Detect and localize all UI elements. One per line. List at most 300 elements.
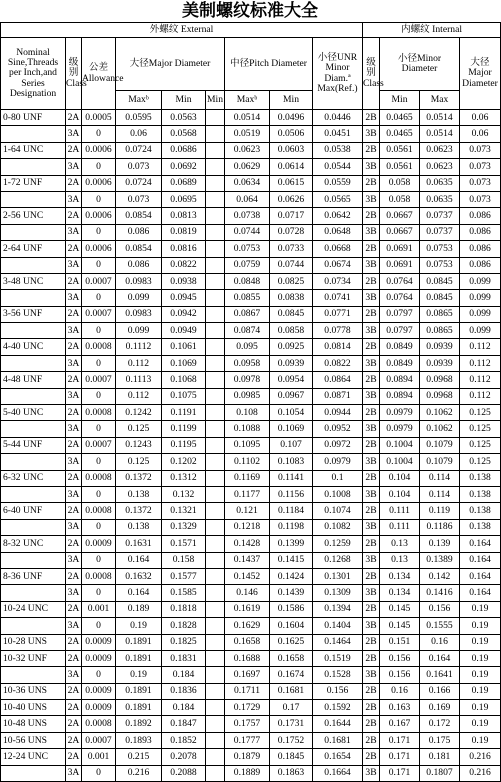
cell-int-min-max: 0.0737 [420,224,460,240]
cell-int-min-max: 0.1389 [420,552,460,568]
cell-int-maj: 0.19 [460,683,501,699]
cell-int-min-min: 0.13 [380,552,420,568]
cell-int-class: 3B [363,552,380,568]
cell-int-min-max: 0.172 [420,716,460,732]
cell-int-class: 2B [363,503,380,519]
cell-maj-min: 0.0822 [162,257,206,273]
cell-maj-max: 0.086 [116,224,162,240]
cell-pd-min: 0.0496 [270,110,313,126]
cell-allowance: 0 [82,765,116,781]
cell-ext-class: 2A [66,683,82,699]
cell-int-min-max: 0.0939 [420,355,460,371]
cell-pd-max: 0.0738 [225,208,270,224]
table-row [1,749,501,765]
cell-int-maj: 0.112 [460,372,501,388]
cell-unr: 0.0814 [313,339,363,355]
cell-int-class: 3B [363,454,380,470]
cell-maj-max: 0.1632 [116,568,162,584]
cell-int-min-max: 0.16 [420,634,460,650]
cell-maj-min: 0.1847 [162,716,206,732]
cell-int-maj: 0.086 [460,241,501,257]
cell-pd-min: 0.1439 [270,585,313,601]
cell-pd-max: 0.0978 [225,372,270,388]
cell-maj-min2 [206,191,225,207]
cell-designation [1,552,66,568]
minor-diameter-int-header: 小径Minor Diameter [380,38,460,91]
cell-unr: 0.0446 [313,110,363,126]
cell-unr: 0.1644 [313,716,363,732]
cell-pd-min: 0.1731 [270,716,313,732]
cell-ext-class: 2A [66,241,82,257]
cell-pd-max: 0.1169 [225,470,270,486]
cell-maj-min: 0.1852 [162,732,206,748]
cell-int-maj: 0.06 [460,126,501,142]
cell-ext-class: 3A [66,519,82,535]
cell-designation: 1-72 UNF [1,175,66,191]
table-row [1,191,501,207]
table-row [1,470,501,486]
cell-ext-class: 3A [66,257,82,273]
cell-maj-max: 0.0854 [116,241,162,257]
cell-designation: 10-36 UNS [1,683,66,699]
cell-ext-class: 2A [66,732,82,748]
cell-int-min-max: 0.142 [420,568,460,584]
table-row [1,126,501,142]
cell-maj-min: 0.0942 [162,306,206,322]
cell-pd-max: 0.0629 [225,159,270,175]
cell-int-maj: 0.112 [460,339,501,355]
cell-ext-class: 2A [66,536,82,552]
cell-allowance: 0 [82,126,116,142]
cell-maj-max: 0.1891 [116,650,162,666]
cell-allowance: 0 [82,585,116,601]
cell-pd-min: 0.0744 [270,257,313,273]
cell-int-min-max: 0.0635 [420,191,460,207]
table-row [1,241,501,257]
cell-maj-min2 [206,519,225,535]
cell-allowance: 0.0008 [82,503,116,519]
cell-designation [1,257,66,273]
cell-pd-min: 0.1424 [270,568,313,584]
cell-designation: 4-40 UNC [1,339,66,355]
cell-designation: 2-64 UNF [1,241,66,257]
cell-ext-class: 2A [66,372,82,388]
cell-pd-min: 0.0858 [270,323,313,339]
cell-designation: 2-56 UNC [1,208,66,224]
table-row [1,388,501,404]
cell-designation: 10-56 UNS [1,732,66,748]
cell-int-min-min: 0.0465 [380,126,420,142]
cell-pd-min: 0.1625 [270,634,313,650]
cell-int-min-min: 0.104 [380,486,420,502]
cell-unr: 0.156 [313,683,363,699]
cell-int-maj: 0.138 [460,470,501,486]
cell-pd-min: 0.0615 [270,175,313,191]
table-row [1,618,501,634]
cell-int-class: 2B [363,568,380,584]
cell-maj-min: 0.1825 [162,634,206,650]
cell-allowance: 0.001 [82,749,116,765]
cell-pd-min: 0.0626 [270,191,313,207]
cell-maj-min2 [206,503,225,519]
cell-allowance: 0.001 [82,601,116,617]
cell-pd-max: 0.0867 [225,306,270,322]
cell-int-min-max: 0.1555 [420,618,460,634]
page-title: 美制螺纹标准大全 [182,1,318,20]
cell-int-maj: 0.19 [460,667,501,683]
cell-allowance: 0.0007 [82,306,116,322]
cell-int-min-min: 0.156 [380,667,420,683]
cell-int-min-min: 0.145 [380,618,420,634]
cell-int-min-min: 0.0797 [380,306,420,322]
cell-unr: 0.1681 [313,732,363,748]
cell-unr: 0.0734 [313,273,363,289]
cell-maj-min: 0.0692 [162,159,206,175]
cell-unr: 0.0771 [313,306,363,322]
cell-int-maj: 0.164 [460,552,501,568]
cell-unr: 0.0741 [313,290,363,306]
cell-maj-min2 [206,175,225,191]
cell-pd-max: 0.1879 [225,749,270,765]
cell-pd-max: 0.0753 [225,241,270,257]
cell-pd-max: 0.0759 [225,257,270,273]
cell-allowance: 0.0009 [82,650,116,666]
cell-unr: 0.0451 [313,126,363,142]
table-row [1,585,501,601]
cell-pd-max: 0.0874 [225,323,270,339]
cell-allowance: 0 [82,290,116,306]
cell-pd-max: 0.0848 [225,273,270,289]
cell-int-class: 2B [363,241,380,257]
cell-maj-min2 [206,552,225,568]
cell-pd-max: 0.1452 [225,568,270,584]
cell-unr: 0.1464 [313,634,363,650]
cell-unr: 0.1664 [313,765,363,781]
table-row [1,290,501,306]
cell-maj-min: 0.1818 [162,601,206,617]
cell-int-maj: 0.099 [460,273,501,289]
cell-unr: 0.0648 [313,224,363,240]
cell-maj-max: 0.1242 [116,405,162,421]
table-row [1,339,501,355]
cell-int-class: 3B [363,290,380,306]
cell-ext-class: 2A [66,503,82,519]
cell-maj-min2 [206,765,225,781]
cell-int-maj: 0.099 [460,306,501,322]
cell-int-min-min: 0.0667 [380,224,420,240]
cell-int-min-max: 0.0865 [420,306,460,322]
cell-int-min-min: 0.0849 [380,339,420,355]
table-row [1,454,501,470]
cell-allowance: 0.0008 [82,339,116,355]
cell-maj-min: 0.0689 [162,175,206,191]
table-row [1,175,501,191]
cell-int-min-max: 0.114 [420,486,460,502]
cell-designation [1,191,66,207]
cell-maj-min: 0.1836 [162,683,206,699]
cell-unr: 0.1074 [313,503,363,519]
cell-pd-min: 0.0939 [270,355,313,371]
cell-designation: 5-44 UNF [1,437,66,453]
cell-int-class: 2B [363,470,380,486]
cell-maj-min: 0.184 [162,700,206,716]
cell-int-min-min: 0.16 [380,683,420,699]
cell-allowance: 0.0007 [82,372,116,388]
cell-designation: 6-40 UNF [1,503,66,519]
cell-unr: 0.1008 [313,486,363,502]
cell-allowance: 0 [82,257,116,273]
cell-maj-max: 0.164 [116,552,162,568]
cell-designation [1,618,66,634]
cell-unr: 0.1592 [313,700,363,716]
cell-maj-min2 [206,224,225,240]
cell-pd-min: 0.0728 [270,224,313,240]
cell-maj-min: 0.1069 [162,355,206,371]
cell-ext-class: 3A [66,454,82,470]
cell-pd-min: 0.1069 [270,421,313,437]
cell-pd-max: 0.1697 [225,667,270,683]
cell-allowance: 0.0009 [82,536,116,552]
cell-maj-min2 [206,159,225,175]
cell-maj-min2 [206,634,225,650]
cell-maj-min2 [206,126,225,142]
cell-allowance: 0 [82,618,116,634]
cell-designation [1,355,66,371]
cell-maj-min2 [206,700,225,716]
cell-int-min-min: 0.0561 [380,159,420,175]
cell-int-min-max: 0.166 [420,683,460,699]
cell-int-min-max: 0.1062 [420,405,460,421]
cell-allowance: 0.0008 [82,470,116,486]
cell-int-min-max: 0.0737 [420,208,460,224]
cell-allowance: 0.0009 [82,683,116,699]
cell-maj-min: 0.1199 [162,421,206,437]
cell-unr: 0.1082 [313,519,363,535]
cell-int-min-max: 0.139 [420,536,460,552]
cell-pd-min: 0.107 [270,437,313,453]
cell-int-maj: 0.073 [460,191,501,207]
cell-designation: 4-48 UNF [1,372,66,388]
cell-int-maj: 0.099 [460,323,501,339]
cell-maj-min2 [206,585,225,601]
cell-unr: 0.1268 [313,552,363,568]
cell-int-maj: 0.138 [460,519,501,535]
cell-maj-min2 [206,405,225,421]
cell-pd-max: 0.1757 [225,716,270,732]
cell-pd-max: 0.1177 [225,486,270,502]
cell-maj-max: 0.1892 [116,716,162,732]
cell-ext-class: 2A [66,110,82,126]
cell-ext-class: 2A [66,716,82,732]
cell-int-min-max: 0.0753 [420,241,460,257]
cell-pd-max: 0.1088 [225,421,270,437]
cell-int-maj: 0.099 [460,290,501,306]
cell-int-min-max: 0.0968 [420,372,460,388]
cell-int-min-min: 0.171 [380,732,420,748]
cell-pd-max: 0.064 [225,191,270,207]
cell-maj-min: 0.158 [162,552,206,568]
cell-int-class: 3B [363,257,380,273]
cell-pd-min: 0.0614 [270,159,313,175]
cell-int-min-max: 0.164 [420,650,460,666]
cell-ext-class: 2A [66,601,82,617]
cell-int-min-min: 0.0849 [380,355,420,371]
cell-allowance: 0 [82,323,116,339]
internal-header: 内螺纹 Internal [363,23,501,38]
cell-ext-class: 2A [66,650,82,666]
cell-maj-min: 0.1061 [162,339,206,355]
cell-int-maj: 0.164 [460,568,501,584]
cell-maj-min: 0.0949 [162,323,206,339]
cell-int-class: 3B [363,585,380,601]
table-row [1,765,501,781]
cell-int-min-max: 0.0623 [420,142,460,158]
cell-maj-min: 0.2078 [162,749,206,765]
cell-maj-max: 0.1243 [116,437,162,453]
cell-designation: 3-48 UNC [1,273,66,289]
table-row [1,159,501,175]
cell-pd-max: 0.1629 [225,618,270,634]
cell-maj-min2 [206,388,225,404]
cell-maj-min2 [206,273,225,289]
cell-int-class: 2B [363,749,380,765]
cell-int-class: 2B [363,142,380,158]
cell-int-min-max: 0.1062 [420,421,460,437]
cell-maj-min2 [206,208,225,224]
cell-designation [1,224,66,240]
cell-int-class: 2B [363,339,380,355]
cell-pd-min: 0.0838 [270,290,313,306]
cell-maj-max: 0.216 [116,765,162,781]
cell-maj-max: 0.112 [116,355,162,371]
cell-allowance: 0 [82,486,116,502]
table-row [1,372,501,388]
cell-maj-max: 0.1891 [116,700,162,716]
cell-maj-min: 0.1571 [162,536,206,552]
cell-maj-max: 0.19 [116,618,162,634]
cell-designation: 10-40 UNS [1,700,66,716]
cell-unr: 0.0668 [313,241,363,257]
cell-pd-min: 0.0954 [270,372,313,388]
cell-int-class: 3B [363,421,380,437]
cell-pd-max: 0.121 [225,503,270,519]
cell-allowance: 0 [82,519,116,535]
cell-pd-max: 0.0855 [225,290,270,306]
cell-ext-class: 2A [66,339,82,355]
cell-ext-class: 3A [66,191,82,207]
cell-int-min-min: 0.1004 [380,437,420,453]
cell-designation: 10-24 UNC [1,601,66,617]
cell-pd-min: 0.0603 [270,142,313,158]
cell-maj-min: 0.1577 [162,568,206,584]
cell-maj-min: 0.0563 [162,110,206,126]
cell-ext-class: 2A [66,568,82,584]
cell-int-maj: 0.06 [460,110,501,126]
cell-int-maj: 0.19 [460,700,501,716]
table-row [1,634,501,650]
cell-maj-min: 0.2088 [162,765,206,781]
cell-int-maj: 0.073 [460,175,501,191]
cell-unr: 0.1394 [313,601,363,617]
cell-maj-min: 0.1329 [162,519,206,535]
cell-maj-min: 0.0819 [162,224,206,240]
cell-allowance: 0.0006 [82,175,116,191]
cell-pd-max: 0.0958 [225,355,270,371]
major-diameter-int-header: 大径 Major Diameter [460,38,501,110]
cell-allowance: 0.0008 [82,716,116,732]
cell-pd-max: 0.0985 [225,388,270,404]
cell-maj-max: 0.06 [116,126,162,142]
cell-maj-max: 0.1893 [116,732,162,748]
cell-int-min-min: 0.0797 [380,323,420,339]
cell-pd-max: 0.1619 [225,601,270,617]
cell-maj-min2 [206,421,225,437]
cell-unr: 0.0944 [313,405,363,421]
cell-int-min-min: 0.13 [380,536,420,552]
cell-designation [1,421,66,437]
cell-maj-min: 0.0813 [162,208,206,224]
cell-unr: 0.0642 [313,208,363,224]
cell-int-class: 2B [363,732,380,748]
cell-int-min-min: 0.151 [380,634,420,650]
cell-designation: 0-80 UNF [1,110,66,126]
cell-int-min-max: 0.0968 [420,388,460,404]
cell-pd-min: 0.0845 [270,306,313,322]
cell-ext-class: 3A [66,126,82,142]
cell-maj-max: 0.099 [116,290,162,306]
cell-allowance: 0 [82,388,116,404]
minor-min-header: Min [380,91,420,110]
cell-int-class: 2B [363,536,380,552]
cell-maj-min: 0.184 [162,667,206,683]
cell-int-min-min: 0.171 [380,765,420,781]
cell-int-min-min: 0.0691 [380,257,420,273]
thread-standard-table [0,22,501,782]
cell-ext-class: 2A [66,306,82,322]
cell-designation: 10-48 UNS [1,716,66,732]
table-row [1,486,501,502]
cell-maj-max: 0.125 [116,454,162,470]
cell-allowance: 0.0006 [82,241,116,257]
cell-unr: 0.1528 [313,667,363,683]
table-row [1,421,501,437]
cell-ext-class: 3A [66,667,82,683]
pitch-min-header: Min [270,91,313,110]
nominal-header: Nominal Sine,Threads per Inch,and Series Designation [1,38,66,110]
table-row [1,667,501,683]
cell-int-min-max: 0.169 [420,700,460,716]
cell-ext-class: 2A [66,437,82,453]
cell-maj-min: 0.1075 [162,388,206,404]
cell-ext-class: 2A [66,700,82,716]
cell-int-class: 2B [363,683,380,699]
cell-maj-min: 0.1831 [162,650,206,666]
cell-int-class: 2B [363,273,380,289]
cell-int-min-min: 0.0979 [380,421,420,437]
cell-maj-max: 0.138 [116,486,162,502]
table-row [1,306,501,322]
cell-int-class: 2B [363,700,380,716]
cell-int-min-min: 0.171 [380,749,420,765]
cell-maj-min2 [206,290,225,306]
cell-int-maj: 0.125 [460,437,501,453]
cell-pd-min: 0.1604 [270,618,313,634]
cell-int-min-min: 0.058 [380,191,420,207]
cell-int-class: 2B [363,208,380,224]
cell-designation: 5-40 UNC [1,405,66,421]
cell-int-min-max: 0.0635 [420,175,460,191]
cell-int-maj: 0.216 [460,749,501,765]
